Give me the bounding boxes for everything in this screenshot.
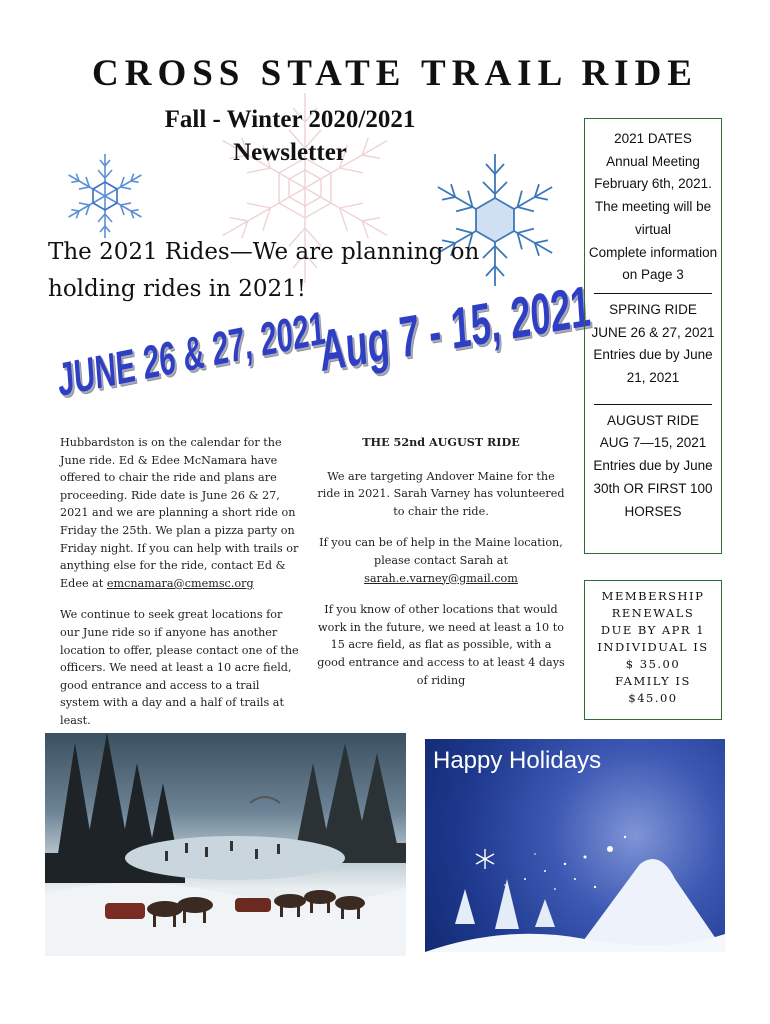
spring-ride-heading: SPRING RIDE	[609, 301, 697, 317]
complete-info-text: Complete information on Page 3	[588, 244, 718, 283]
august-ride-heading: THE 52nd AUGUST RIDE	[362, 435, 520, 449]
membership-box	[584, 580, 722, 720]
winter-sleigh-illustration	[45, 733, 406, 956]
june-ride-column	[60, 434, 302, 744]
membership-line: $ 35.00	[625, 657, 681, 671]
location-paragraph: We continue to seek great locations for our June ride so if anyone has another location to offer, please contact one of the officers. We need at least a 10 acre field, good entrance and access to a trail system with a day and a half of trails at least.	[60, 608, 299, 727]
future-locations-paragraph: If you know of other locations that would work in the future, we need at least a 10 to 15 acre field, as flat as possible, with a good entrance and access to at least 4 days of riding	[317, 603, 565, 687]
sarah-email-link[interactable]: sarah.e.varney@gmail.com	[364, 571, 518, 585]
spring-ride-dates: JUNE 26 & 27, 2021	[591, 324, 715, 340]
membership-line: DUE BY APR 1	[600, 623, 706, 637]
june-ride-text: Hubbardston is on the calendar for the June ride. Ed & Edee McNamara have offered to chair the ride and plans are proceeding. Ride date is June 26 & 27, 2021 and we are planning a short ride on Friday the 25th. We plan a pizza party on Friday night. If you can help with trails or anything else for the ride, contact Ed & Edee at	[60, 436, 299, 590]
august-ride-dates-side: AUG 7—15, 2021	[599, 435, 707, 451]
sidebar-divider	[594, 404, 712, 405]
maine-help-text: If you can be of help in the Maine location, please contact Sarah at	[319, 536, 563, 567]
holiday-card-title: Happy Holidays	[433, 747, 602, 774]
happy-holidays-card	[425, 739, 725, 952]
august-ride-heading-side: AUGUST RIDE	[606, 412, 699, 428]
subtitle-season: Fall - Winter 2020/2021	[164, 106, 416, 133]
spring-ride-entries: Entries due by June 21, 2021	[593, 347, 713, 386]
membership-line: RENEWALS	[611, 606, 695, 620]
august-ride-entries-side: Entries due by June 30th OR FIRST 100 HORSES	[593, 458, 713, 519]
membership-line: INDIVIDUAL IS	[597, 640, 709, 654]
dates-sidebar	[584, 118, 722, 554]
rides-heading-line1: The 2021 Rides—We are planning on	[48, 239, 480, 265]
maine-help-paragraph	[316, 534, 566, 587]
newsletter-title: CROSS STATE TRAIL RIDE	[92, 53, 698, 94]
june-date-banner: JUNE 26 & 27, 2021	[55, 300, 327, 407]
dates-heading: 2021 DATES	[614, 131, 692, 146]
membership-line: $45.00	[628, 691, 678, 705]
holiday-card-drawing	[425, 739, 725, 952]
membership-line: FAMILY IS	[615, 674, 691, 688]
sidebar-divider	[594, 293, 712, 294]
annual-meeting-text: Annual Meeting February 6th, 2021. The meeting will be virtual	[594, 153, 712, 237]
june-ride-paragraph	[60, 434, 302, 592]
rides-heading-line2: holding rides in 2021!	[48, 276, 306, 302]
winter-scene-drawing	[45, 733, 406, 956]
august-date-banner: Aug 7 - 15, 2021	[317, 273, 593, 385]
august-ride-paragraph: We are targeting Andover Maine for the ride in 2021. Sarah Varney has volunteered to chair the ride.	[317, 469, 565, 518]
membership-line: MEMBERSHIP	[601, 589, 705, 603]
august-ride-column	[316, 434, 566, 703]
newsletter-subtitle	[120, 103, 460, 169]
edee-email-link[interactable]: emcnamara@cmemsc.org	[106, 576, 254, 590]
subtitle-newsletter: Newsletter	[233, 139, 347, 166]
